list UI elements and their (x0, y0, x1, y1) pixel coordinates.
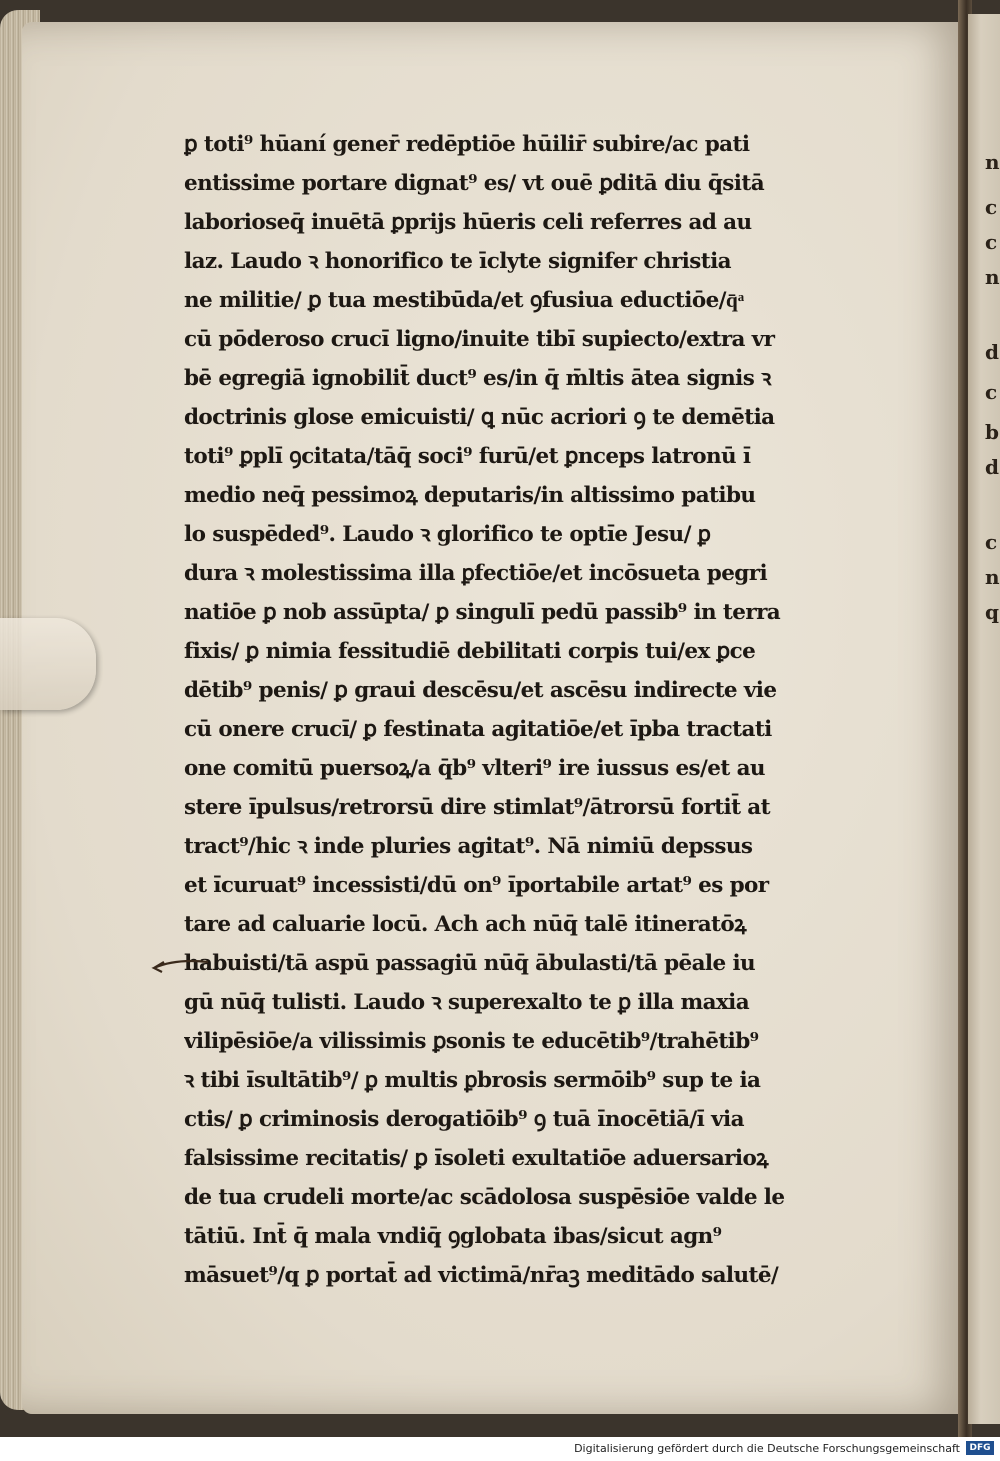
text-line: stere ı̄pulsus/retrorsū dire stimlat⁹/ātrorsū fortit̄ at (184, 795, 770, 820)
footer-credit: Digitalisierung gefördert durch die Deutsche Forschungsgemeinschaft (574, 1442, 960, 1455)
text-line: tare ad caluarie locū. Ach ach nūq̄ talē itineratōꝝ (184, 912, 746, 937)
text-line: lo suspēded⁹. Laudo ꝛ glorifico te optı̄e Jesu/ ꝑ (184, 522, 711, 547)
margin-pointer-icon (150, 956, 210, 976)
facing-page-letter: c (985, 530, 998, 554)
text-line: entissime portare dignat⁹ es/ vt ouē ꝑditā diu q̄sitā (184, 171, 765, 196)
text-line: fixis/ ꝑ nimia fessitudiē debilitati corpis tui/ex ꝑce (184, 639, 756, 664)
text-line: doctrinis glose emicuisti/ ꝗ nūc acriori ꝯ te demētia (184, 405, 775, 430)
dfg-logo: DFG (966, 1441, 994, 1455)
facing-page-letter: n (985, 265, 1000, 289)
text-line: vilipēsiōe/a vilissimis ꝑsonis te educētib⁹/trahētib⁹ (184, 1029, 759, 1054)
facing-page-letter: n (985, 565, 1000, 589)
text-line: ꝑ toti⁹ hūanı́ gener̄ redēptiōe hūilir̄ subire/ac pati (184, 132, 750, 157)
text-line: laborioseq̄ inuētā ꝑprijs hūeris celi referres ad au (184, 210, 752, 235)
text-line: laz. Laudo ꝛ honorifico te īclyte signifer christia (184, 249, 731, 274)
text-line: one comitū puersoꝝ/a q̄b⁹ vlteri⁹ ire iussus es/et au (184, 756, 765, 781)
facing-page-letter: c (985, 230, 998, 254)
text-line: de tua crudeli morte/ac scādolosa suspēsiōe valde le (184, 1185, 785, 1210)
facing-page-letter: d (985, 340, 999, 364)
text-line: tract⁹/hic ꝛ inde pluries agitat⁹. Nā nimiū depssus (184, 834, 753, 859)
facing-page (968, 14, 1000, 1424)
facing-page-letter: c (985, 195, 998, 219)
text-line: dētib⁹ penis/ ꝑ graui descēsu/et ascēsu indirecte vie (184, 678, 777, 703)
text-line: cū onere crucı̄/ ꝑ festinata agitatiōe/et ı̄pba tractati (184, 717, 772, 742)
footer (0, 1437, 1000, 1461)
text-line: et ı̄curuat⁹ incessisti/dū on⁹ ı̄portabile artat⁹ es por (184, 873, 769, 898)
facing-page-letter: n (985, 150, 1000, 174)
text-line: cū pōderoso crucı̄ ligno/inuite tibı̄ supiecto/extra vr (184, 327, 775, 352)
facing-page-letter: d (985, 455, 999, 479)
facing-page-letter: c (985, 380, 998, 404)
text-line: medio neq̄ pessimoꝝ deputaris/in altissimo patibu (184, 483, 756, 508)
facing-page-letter: b (985, 420, 999, 444)
text-line: falsissime recitatis/ ꝑ ı̄soleti exultatiōe aduersarioꝝ (184, 1146, 769, 1171)
text-line: gū nūq̄ tulisti. Laudo ꝛ superexalto te ꝑ illa maxia (184, 990, 750, 1015)
text-line: ne militie/ ꝑ tua mestibūda/et ꝯfusiua eductiōe/q̄ͣ (184, 288, 744, 313)
facing-page-letter: q (985, 600, 999, 624)
text-line: bē egregiā ignobilit̄ duct⁹ es/in q̄ m̄ltis ātea signis ꝛ (184, 366, 771, 391)
text-line: natiōe ꝑ nob assūpta/ ꝑ singulı̄ pedū passib⁹ in terra (184, 600, 781, 625)
text-line: habuisti/tā aspū passagiū nūq̄ ābulasti/tā pēale iu (184, 951, 756, 976)
text-line: ꝛ tibi ı̄sultātib⁹/ ꝑ multis ꝑbrosis sermōib⁹ sup te ia (184, 1068, 761, 1093)
text-line: māsuet⁹/q ꝑ portat̄ ad victimā/nr̄aꝫ meditādo salutē/ (184, 1263, 779, 1288)
text-line: tātiū. Int̄ q̄ mala vndiq̄ ꝯglobata ibas/sicut agn⁹ (184, 1224, 722, 1249)
text-line: toti⁹ ꝑplı̄ ꝯcitata/tāq̄ soci⁹ furū/et ꝑnceps latronū ı̄ (184, 444, 751, 469)
text-line: ctis/ ꝑ criminosis derogatiōib⁹ ꝯ tuā ı̄nocētiā/ı̄ via (184, 1107, 744, 1132)
text-line: dura ꝛ molestissima illa ꝑfectiōe/et incōsueta pegri (184, 561, 768, 586)
book-clasp (0, 618, 96, 710)
text-block (184, 125, 864, 1295)
